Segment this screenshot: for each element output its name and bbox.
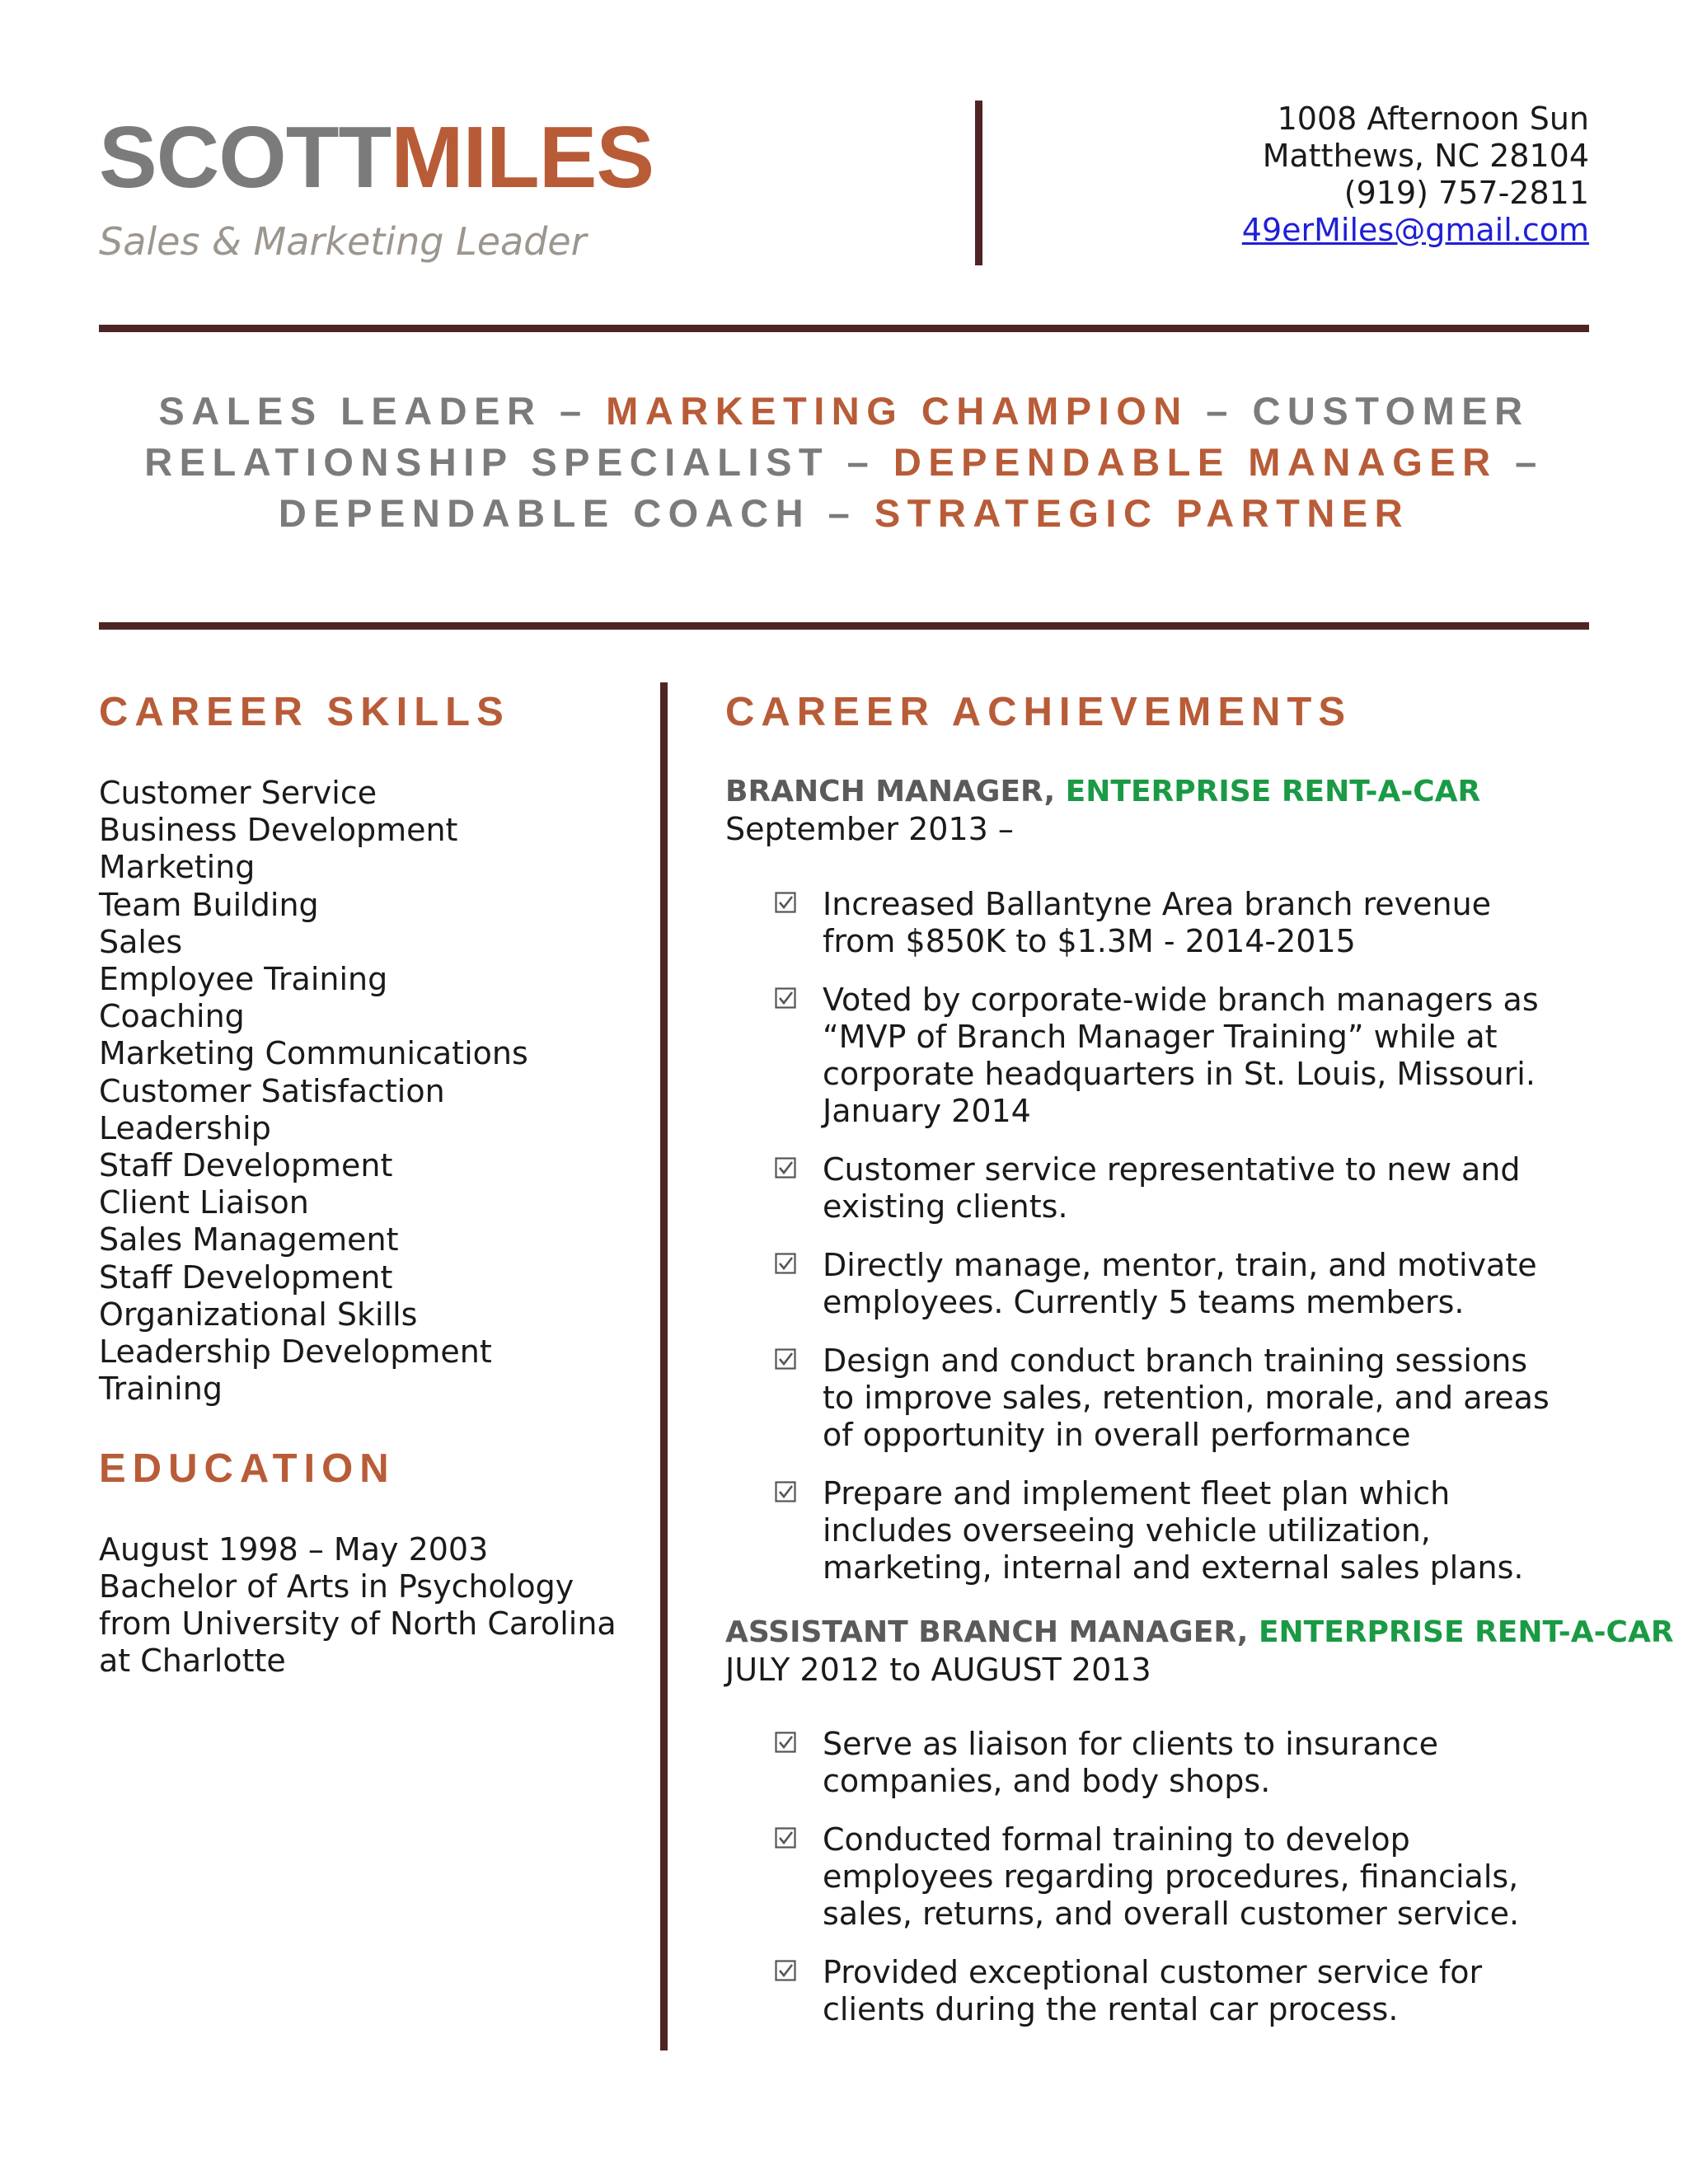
achievement-text: Design and conduct branch training sessions to improve sales, retention, morale, and areas of opportunity in overall performance xyxy=(823,1343,1550,1453)
tagline-highlight: DEPENDABLE MANAGER xyxy=(893,440,1498,484)
achievement-item xyxy=(775,1954,1566,2028)
education-title: EDUCATION xyxy=(99,1446,396,1491)
tagline-divider xyxy=(99,622,1589,630)
achievement-item xyxy=(775,1151,1566,1226)
job-company: ENTERPRISE RENT-A-CAR xyxy=(1258,1615,1674,1649)
skill-item: Sales Management xyxy=(99,1221,399,1258)
job-dates: September 2013 – xyxy=(725,811,1014,847)
checkbox-check-icon xyxy=(775,1157,796,1179)
checkbox-check-icon xyxy=(775,1481,796,1502)
skill-item: Customer Service xyxy=(99,775,377,811)
achievement-text: Directly manage, mentor, train, and motivate employees. Currently 5 teams members. xyxy=(823,1247,1537,1320)
skill-item: Coaching xyxy=(99,998,245,1035)
top-divider xyxy=(99,325,1589,332)
skills-title: CAREER SKILLS xyxy=(99,690,510,734)
skill-item: Organizational Skills xyxy=(99,1296,418,1333)
achievements-title: CAREER ACHIEVEMENTS xyxy=(725,690,1353,734)
job-bullets xyxy=(775,886,1566,1608)
skill-item: Customer Satisfaction xyxy=(99,1072,445,1109)
contact-block xyxy=(1242,101,1589,249)
achievement-text: Increased Ballantyne Area branch revenue from $850K to $1.3M - 2014-2015 xyxy=(823,886,1492,959)
achievement-item xyxy=(775,1475,1566,1586)
checkbox-check-icon xyxy=(775,1348,796,1370)
job-title: ASSISTANT BRANCH MANAGER xyxy=(725,1615,1237,1649)
checkbox-check-icon xyxy=(775,987,796,1009)
contact-phone: (919) 757-2811 xyxy=(1343,175,1589,211)
achievement-item xyxy=(775,1821,1566,1933)
education-school: from University of North Carolina xyxy=(99,1605,617,1642)
achievement-text: Provided exceptional customer service for clients during the rental car process. xyxy=(823,1954,1483,2027)
job-separator: , xyxy=(1236,1615,1249,1649)
achievement-text: Prepare and implement fleet plan which includes overseeing vehicle utilization, marketing, internal and external sales plans. xyxy=(823,1475,1524,1586)
job-heading xyxy=(725,1615,1674,1649)
achievement-item xyxy=(775,1726,1566,1800)
column-divider xyxy=(660,682,668,2050)
job-dates: JULY 2012 to AUGUST 2013 xyxy=(725,1652,1151,1688)
achievement-item xyxy=(775,982,1566,1130)
achievement-text: Voted by corporate-wide branch managers as “MVP of Branch Manager Training” while at corporate headquarters in St. Louis, Missouri. January 2014 xyxy=(823,982,1539,1129)
skill-item: Leadership xyxy=(99,1109,271,1146)
skill-item: Staff Development xyxy=(99,1258,393,1296)
skill-item: Leadership Development xyxy=(99,1333,492,1371)
skill-item: Marketing Communications xyxy=(99,1035,528,1072)
checkbox-check-icon xyxy=(775,1253,796,1274)
education-school: at Charlotte xyxy=(99,1643,286,1679)
tagline-highlight: MARKETING CHAMPION xyxy=(606,389,1189,433)
skill-item: Staff Development xyxy=(99,1147,393,1184)
candidate-name xyxy=(99,109,654,206)
skill-item: Sales xyxy=(99,923,183,960)
job-heading xyxy=(725,775,1480,808)
skill-item: Client Liaison xyxy=(99,1184,309,1221)
tagline xyxy=(124,386,1564,539)
job-company: ENTERPRISE RENT-A-CAR xyxy=(1065,775,1481,808)
tagline-highlight: STRATEGIC PARTNER xyxy=(874,491,1410,535)
achievement-item xyxy=(775,886,1566,960)
tagline-part: – DEPENDABLE COACH – xyxy=(278,440,1544,535)
tagline-part: – CUSTOMER RELATIONSHIP SPECIALIST – xyxy=(144,389,1530,484)
last-name: MILES xyxy=(391,109,654,206)
skills-list xyxy=(99,775,528,1408)
checkbox-check-icon xyxy=(775,892,796,913)
skill-item: Team Building xyxy=(99,886,319,923)
checkbox-check-icon xyxy=(775,1827,796,1849)
checkbox-check-icon xyxy=(775,1732,796,1753)
skill-item: Marketing xyxy=(99,849,256,886)
job-separator: , xyxy=(1043,775,1056,808)
contact-street: 1008 Afternoon Sun xyxy=(1277,101,1589,137)
achievement-text: Serve as liaison for clients to insurance companies, and body shops. xyxy=(823,1726,1438,1799)
education-dates: August 1998 – May 2003 xyxy=(99,1531,489,1568)
job-bullets xyxy=(775,1726,1566,2050)
education-block xyxy=(99,1531,617,1680)
checkbox-check-icon xyxy=(775,1960,796,1981)
education-degree: Bachelor of Arts in Psychology xyxy=(99,1568,574,1605)
contact-city: Matthews, NC 28104 xyxy=(1262,138,1589,174)
candidate-subtitle: Sales & Marketing Leader xyxy=(99,219,587,264)
tagline-part: SALES LEADER – xyxy=(158,389,607,433)
skill-item: Training xyxy=(99,1371,223,1408)
contact-email-link[interactable]: 49erMiles@gmail.com xyxy=(1241,212,1589,248)
job-title: BRANCH MANAGER xyxy=(725,775,1044,808)
achievement-item xyxy=(775,1343,1566,1454)
achievement-item xyxy=(775,1247,1566,1321)
header-divider xyxy=(975,101,982,265)
achievement-text: Customer service representative to new and existing clients. xyxy=(823,1151,1521,1225)
skill-item: Employee Training xyxy=(99,961,388,998)
achievement-text: Conducted formal training to develop employees regarding procedures, financials, sales, returns, and overall customer service. xyxy=(823,1821,1520,1932)
first-name: SCOTT xyxy=(99,109,392,206)
skill-item: Business Development xyxy=(99,812,458,849)
